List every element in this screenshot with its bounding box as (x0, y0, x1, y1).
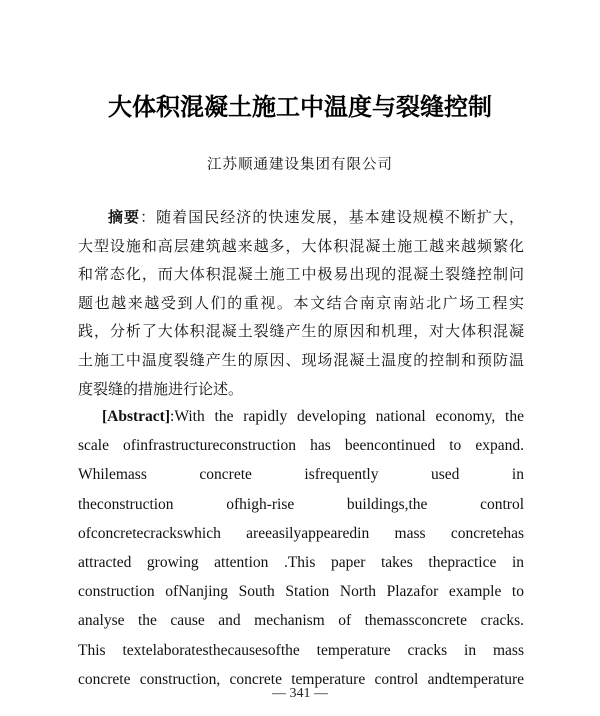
chinese-abstract-line: 度裂缝的措施进行论述。 (78, 379, 244, 398)
chinese-abstract-line: 大型设施和高层建筑越来越多，大体积混凝土施工越来越频繁化 (78, 236, 524, 255)
english-abstract-line: Whilemass concrete isfrequently used in (78, 466, 524, 484)
chinese-abstract-text: ：随着国民经济的快速发展，基本建设规模不断扩大， (140, 208, 524, 226)
chinese-abstract-line: 和常态化，而大体积混凝土施工中极易出现的混凝土裂缝控制问 (78, 265, 524, 284)
english-abstract-text: :With the rapidly developing national economy, the (170, 408, 524, 425)
english-abstract-line: ofconcretecrackswhich areeasilyappearedin mass concretehas (78, 524, 524, 542)
chinese-abstract-line: 题也越来越受到人们的重视。本文结合南京南站北广场工程实 (78, 293, 524, 312)
english-abstract-line: scale ofinfrastructureconstruction has beencontinued to expand. (78, 437, 524, 455)
chinese-abstract-label: 摘要 (108, 208, 141, 226)
page-number: — 341 — (272, 686, 328, 701)
english-abstract-line: attracted growing attention .This paper takes thepractice in (78, 553, 524, 571)
chinese-abstract-line: 践，分析了大体积混凝土裂缝产生的原因和机理，对大体积混凝 (78, 322, 524, 341)
chinese-abstract-line (78, 203, 524, 232)
english-abstract (78, 402, 524, 694)
english-abstract-line: concrete construction, concrete temperature control andtemperature (78, 670, 524, 688)
chinese-abstract-line: 土施工中温度裂缝产生的原因、现场混凝土温度的控制和预防温 (78, 350, 524, 369)
paper-title: 大体积混凝土施工中温度与裂缝控制 (108, 92, 492, 121)
chinese-abstract (78, 203, 524, 403)
author-affiliation: 江苏顺通建设集团有限公司 (207, 157, 393, 173)
english-abstract-line: theconstruction ofhigh-rise buildings,the control (78, 495, 524, 513)
english-abstract-line: This textelaboratesthecausesofthe temperature cracks in mass (78, 641, 524, 659)
english-abstract-line (78, 402, 524, 431)
english-abstract-line: analyse the cause and mechanism of themassconcrete cracks. (78, 612, 524, 630)
english-abstract-label: [Abstract] (102, 408, 171, 425)
english-abstract-line: construction ofNanjing South Station North Plazafor example to (78, 583, 524, 601)
